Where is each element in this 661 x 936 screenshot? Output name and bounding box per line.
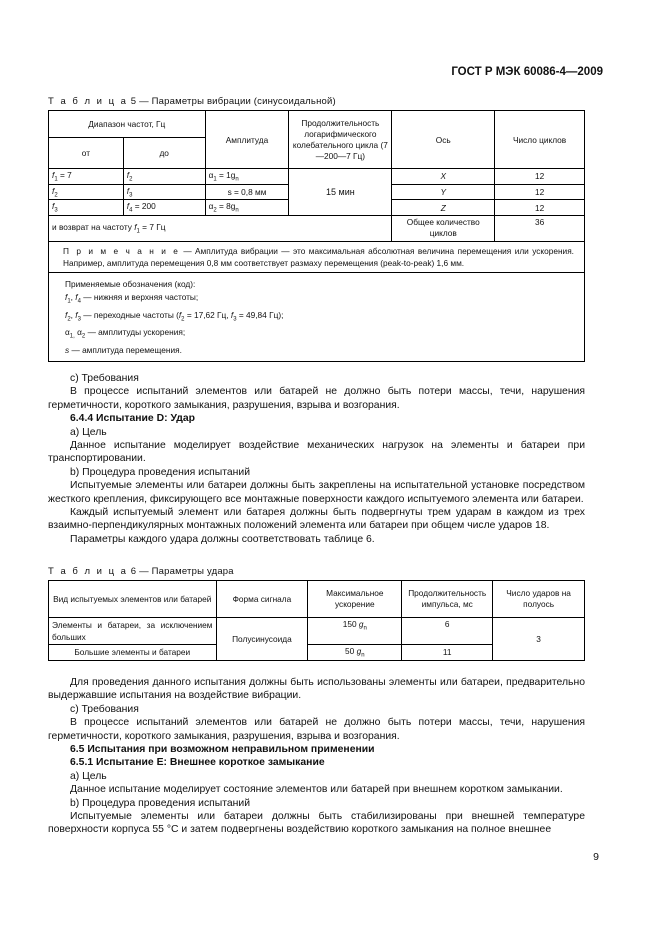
cell-axis: X bbox=[392, 169, 495, 185]
cell-waveform: Полусинусоида bbox=[216, 618, 308, 661]
table6-caption bbox=[48, 566, 234, 577]
subsection-procedure: b) Процедура проведения испытаний bbox=[70, 466, 251, 478]
cell-total-value: 36 bbox=[495, 215, 585, 241]
subsection-procedure: b) Процедура проведения испытаний bbox=[70, 797, 251, 809]
section-heading-6-4-4: 6.4.4 Испытание D: Удар bbox=[70, 413, 195, 425]
paragraph: Данное испытание моделирует состояние элементов или батарей при внешнем коротком замыкании. bbox=[70, 784, 563, 796]
header-from: от bbox=[49, 138, 124, 169]
cell-accel: 150 $g_n$ bbox=[308, 618, 402, 645]
page-number: 9 bbox=[593, 851, 599, 863]
paragraph: Каждый испытуемый элемент или батарея должны быть подвергнуты трем ударам в каждом из трех взаимно-перпендикулярных монтажных положений элемента или батареи при общем числе ударов 18. bbox=[48, 507, 585, 532]
cell-amplitude: s = 0,8 мм bbox=[205, 184, 289, 200]
cell-duration: 6 bbox=[402, 618, 493, 645]
cell-amplitude: $\alpha_2 = 8g_n$ bbox=[205, 200, 289, 216]
header-item-type: Вид испытуемых элементов или батарей bbox=[49, 581, 217, 618]
cell-return-frequency: и возврат на частоту $f_1 = 7$ Гц bbox=[49, 215, 392, 241]
subsection-goal: a) Цель bbox=[70, 770, 107, 782]
cell-cycles: 12 bbox=[495, 169, 585, 185]
caption-text: 6 — Параметры удара bbox=[130, 566, 234, 577]
subsection-requirements: c) Требования bbox=[70, 703, 139, 715]
table-row bbox=[49, 215, 585, 241]
subsection-goal: a) Цель bbox=[70, 426, 107, 438]
cell-count: 3 bbox=[493, 618, 585, 661]
paragraph: В процессе испытаний элементов или батарей не должно быть потери массы, течи, нарушения герметичности, короткого замыкания, разрушения, взрыва и возгорания. bbox=[48, 386, 585, 411]
paragraph: Испытуемые элементы или батареи должны быть стабилизированы при внешней температуре поверхности корпуса 55 °С и затем подвергнены воздействию короткого замыкания на полное внешнее bbox=[48, 811, 585, 836]
header-axis: Ось bbox=[392, 111, 495, 169]
cell-from: $f_3$ bbox=[49, 200, 124, 216]
table-row bbox=[49, 169, 585, 185]
cell-from: $f_1 = 7$ bbox=[49, 169, 124, 185]
header-shock-count: Число ударов на полуось bbox=[493, 581, 585, 618]
table5-vibration-params bbox=[48, 110, 585, 362]
cell-from: $f_2$ bbox=[49, 184, 124, 200]
paragraph: Параметры каждого удара должны соответствовать таблице 6. bbox=[70, 533, 375, 545]
header-cycles: Число циклов bbox=[495, 111, 585, 169]
cell-duration: 15 мин bbox=[289, 169, 392, 216]
cell-axis: Y bbox=[392, 184, 495, 200]
cell-cycles: 12 bbox=[495, 184, 585, 200]
cell-total-label: Общее количество циклов bbox=[392, 215, 495, 241]
cell-axis: Z bbox=[392, 200, 495, 216]
paragraph: Испытуемые элементы или батареи должны быть закреплены на испытательной установке посредством жесткого крепления, фиксирующего все монтажные поверхности каждого испытуемого элемента или батареи. bbox=[48, 480, 585, 505]
table-note: П р и м е ч а н и е — Амплитуда вибрации — это максимальная абсолютная величина перемещения или ускорения. Например, амплитуда перемещения 0,8 мм соответствует размаху перемещения (peak-to-peak) 1,6 мм. bbox=[49, 241, 585, 272]
header-freq-range: Диапазон частот, Гц bbox=[49, 111, 206, 138]
table-row bbox=[49, 618, 585, 645]
cell-to: $f_2$ bbox=[123, 169, 205, 185]
cell-amplitude: $\alpha_1 = 1g_n$ bbox=[205, 169, 289, 185]
header-amplitude: Амплитуда bbox=[205, 111, 289, 169]
header-waveform: Форма сигнала bbox=[216, 581, 308, 618]
cell-item-type: Элементы и батареи, за исключением больших bbox=[49, 618, 217, 645]
cell-accel: 50 $g_n$ bbox=[308, 645, 402, 661]
body-text-block-1 bbox=[48, 372, 585, 546]
header-duration: Продолжительность логарифмического колебательного цикла (7—200—7 Гц) bbox=[289, 111, 392, 169]
caption-text: 5 — Параметры вибрации (синусоидальной) bbox=[130, 96, 336, 107]
cell-to: $f_3$ bbox=[123, 184, 205, 200]
header-pulse-duration: Продолжительность импульса, мс bbox=[402, 581, 493, 618]
legend-line: $f_2$, $f_3$ — переходные частоты ($f_2 = 17,62$ Гц, $f_3 = 49,84$ Гц); bbox=[65, 309, 284, 323]
header-to: до bbox=[123, 138, 205, 169]
cell-duration: 11 bbox=[402, 645, 493, 661]
table6-shock-params bbox=[48, 580, 585, 661]
legend-title: Применяемые обозначения (код): bbox=[65, 278, 196, 289]
document-header: ГОСТ Р МЭК 60086-4—2009 bbox=[451, 66, 603, 78]
legend-line: $f_1$, $f_4$ — нижняя и верхняя частоты; bbox=[65, 291, 199, 305]
legend-line: $\alpha_{1,}$ $\alpha_2$ — амплитуды ускорения; bbox=[65, 327, 186, 340]
table-legend bbox=[49, 272, 585, 361]
header-max-accel: Максимальное ускорение bbox=[308, 581, 402, 618]
table5-caption bbox=[48, 96, 336, 107]
section-heading-6-5-1: 6.5.1 Испытание E: Внешнее короткое замыкание bbox=[70, 757, 325, 769]
caption-label: Т а б л и ц а bbox=[48, 566, 128, 577]
caption-label: Т а б л и ц а bbox=[48, 96, 128, 107]
cell-item-type: Большие элементы и батареи bbox=[49, 645, 217, 661]
paragraph: Для проведения данного испытания должны быть использованы элементы или батареи, предварительно выдержавшие испытания на воздействие вибрации. bbox=[48, 677, 585, 702]
cell-cycles: 12 bbox=[495, 200, 585, 216]
cell-to: $f_4 = 200$ bbox=[123, 200, 205, 216]
subsection-requirements: c) Требования bbox=[70, 373, 139, 384]
body-text-block-2 bbox=[48, 676, 585, 837]
paragraph: Данное испытание моделирует воздействие механических нагрузок на элементы и батареи при транспортировании. bbox=[48, 440, 585, 465]
legend-line: s — амплитуда перемещения. bbox=[65, 344, 182, 355]
paragraph: В процессе испытаний элементов или батарей не должно быть потери массы, течи, нарушения герметичности, короткого замыкания, разрушения, взрыва и возгорания. bbox=[48, 717, 585, 742]
section-heading-6-5: 6.5 Испытания при возможном неправильном применении bbox=[70, 744, 375, 756]
